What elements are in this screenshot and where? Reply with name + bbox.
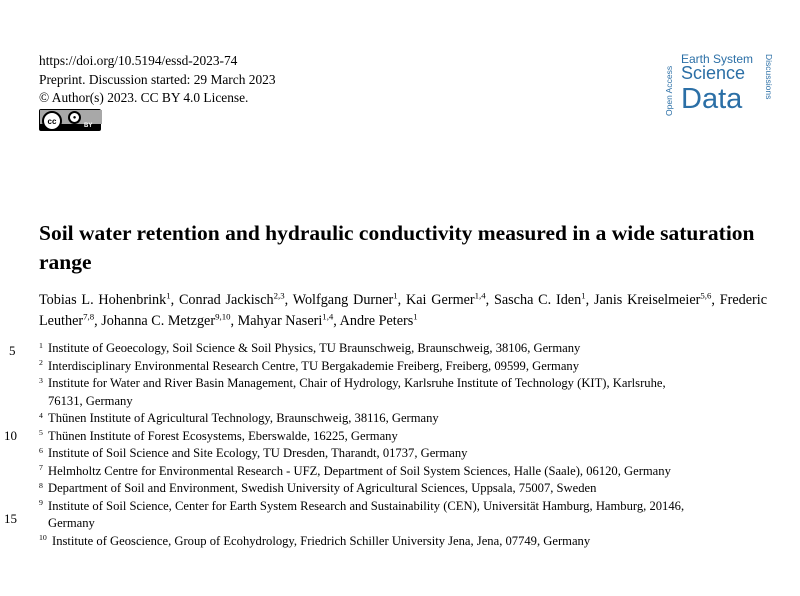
affiliation-item bbox=[39, 480, 779, 498]
author-name: Conrad Jackisch bbox=[178, 292, 274, 308]
affiliation-text: Thünen Institute of Forest Ecosystems, Eberswalde, 16225, Germany bbox=[48, 428, 398, 443]
affiliation-item bbox=[39, 375, 779, 410]
author-list: Tobias L. Hohenbrink$^1$, Conrad Jackisch$^{2,3}$, Wolfgang Durner$^1$, Kai Germer$^{1,4}$, Sascha C. Iden$^1$, Janis Kreiselmeier$^{5,6}$, Frederic Leuther$^{7,8}$, Johanna C. Metzger$^{9,10}$, Mahyar Naseri$^{1,4}$, Andre Peters$^1$ bbox=[39, 290, 767, 329]
author-affiliation-marker: 9,10 bbox=[215, 311, 231, 322]
preprint-header bbox=[39, 52, 276, 108]
line-number: 5 bbox=[9, 343, 16, 358]
affiliation-text-continued: 76131, Germany bbox=[48, 393, 133, 408]
affiliation-text: Interdisciplinary Environmental Research Centre, TU Bergakademie Freiberg, Freiberg, 09599, Germany bbox=[48, 358, 579, 373]
affiliation-item bbox=[39, 498, 779, 533]
author-name: Andre Peters bbox=[339, 313, 414, 329]
logo-earth-system: Earth System bbox=[681, 52, 754, 66]
doi-link[interactable]: https://doi.org/10.5194/essd-2023-74 bbox=[39, 53, 238, 68]
affiliation-item bbox=[39, 463, 779, 481]
by-label: BY bbox=[84, 123, 93, 129]
author bbox=[238, 313, 334, 329]
author-affiliation-marker: 1 bbox=[413, 311, 418, 322]
affiliation-text: Thünen Institute of Agricultural Technology, Braunschweig, 38116, Germany bbox=[48, 411, 439, 425]
author-name: Sascha C. Iden bbox=[493, 292, 582, 308]
author-name: Frederic Leuther bbox=[39, 292, 767, 329]
affiliation-item bbox=[39, 358, 779, 376]
author-name: Wolfgang Durner bbox=[292, 292, 394, 308]
author bbox=[594, 292, 711, 308]
author-affiliation-marker: 1,4 bbox=[474, 290, 486, 301]
preprint-date: Preprint. Discussion started: 29 March 2023 bbox=[39, 71, 276, 87]
author bbox=[179, 292, 285, 308]
affiliation-item bbox=[39, 445, 779, 463]
affiliation-number: 6 bbox=[39, 445, 43, 455]
paper-title: Soil water retention and hydraulic conductivity measured in a wide saturation range bbox=[39, 221, 755, 274]
affiliation-number: 4 bbox=[39, 410, 43, 420]
affiliation-number: 10 bbox=[39, 533, 47, 542]
author-name: Mahyar Naseri bbox=[237, 313, 323, 329]
affiliation-item bbox=[39, 428, 779, 446]
author bbox=[293, 292, 398, 308]
author-affiliation-marker: 1 bbox=[393, 290, 398, 301]
affiliation-text-continued: Germany bbox=[48, 516, 95, 530]
affiliation-number: 7 bbox=[39, 463, 43, 472]
author-affiliation-marker: 5,6 bbox=[700, 290, 712, 301]
copyright-notice: © Author(s) 2023. CC BY 4.0 License. bbox=[39, 90, 249, 105]
author bbox=[494, 292, 586, 308]
affiliation-number: 9 bbox=[39, 498, 43, 507]
author bbox=[406, 292, 486, 308]
attribution-person-icon: ● bbox=[68, 111, 81, 124]
author-name: Kai Germer bbox=[406, 292, 475, 308]
affiliation-number: 5 bbox=[39, 428, 43, 437]
affiliation-text: Helmholtz Centre for Environmental Research - UFZ, Department of Soil System Sciences, Halle (Saale), 06120, Germany bbox=[48, 463, 671, 478]
affiliation-number: 8 bbox=[39, 480, 43, 490]
author-affiliation-marker: 1 bbox=[166, 290, 171, 301]
affiliation-text: Institute of Soil Science and Site Ecology, TU Dresden, Tharandt, 01737, Germany bbox=[48, 446, 468, 460]
logo-data: Data bbox=[681, 83, 743, 115]
affiliation-number: 3 bbox=[39, 375, 43, 385]
author-affiliation-marker: 2,3 bbox=[273, 290, 285, 301]
affiliation-text: Institute of Geoecology, Soil Science & Soil Physics, TU Braunschweig, Braunschweig, 38106, Germany bbox=[48, 341, 581, 355]
affiliation-list bbox=[39, 340, 779, 550]
affiliation-text: Institute of Geoscience, Group of Ecohydrology, Friedrich Schiller University Jena, Jena, 07749, Germany bbox=[52, 533, 591, 548]
affiliation-text: Department of Soil and Environment, Swedish University of Agricultural Sciences, Uppsala, 75007, Sweden bbox=[48, 481, 597, 495]
logo-open-access: Open Access bbox=[664, 65, 674, 116]
cc-by-license-icon[interactable] bbox=[39, 109, 101, 131]
affiliation-text: Institute of Soil Science, Center for Earth System Research and Sustainability (CEN), Universität Hamburg, Hamburg, 20146, bbox=[48, 498, 685, 513]
author-name: Johanna C. Metzger bbox=[101, 313, 216, 329]
author bbox=[101, 313, 230, 329]
logo-science: Science bbox=[681, 63, 746, 83]
creative-commons-icon: cc bbox=[42, 111, 62, 131]
logo-discussions: Discussions bbox=[764, 54, 774, 100]
journal-logo bbox=[664, 52, 774, 120]
author-name: Janis Kreiselmeier bbox=[593, 292, 701, 308]
affiliation-item bbox=[39, 533, 779, 551]
author-name: Tobias L. Hohenbrink bbox=[39, 292, 167, 308]
affiliation-item bbox=[39, 340, 779, 358]
affiliation-text: Institute for Water and River Basin Management, Chair of Hydrology, Karlsruhe Institute of Technology (KIT), Karlsruhe, bbox=[48, 376, 666, 390]
affiliation-item bbox=[39, 410, 779, 428]
author-affiliation-marker: 1,4 bbox=[322, 311, 334, 322]
affiliation-number: 1 bbox=[39, 340, 43, 350]
author bbox=[39, 292, 171, 308]
line-number: 10 bbox=[4, 428, 17, 443]
affiliation-number: 2 bbox=[39, 358, 43, 367]
author bbox=[340, 313, 418, 329]
line-number: 15 bbox=[4, 511, 17, 526]
author-affiliation-marker: 7,8 bbox=[83, 311, 95, 322]
author-affiliation-marker: 1 bbox=[581, 290, 586, 301]
